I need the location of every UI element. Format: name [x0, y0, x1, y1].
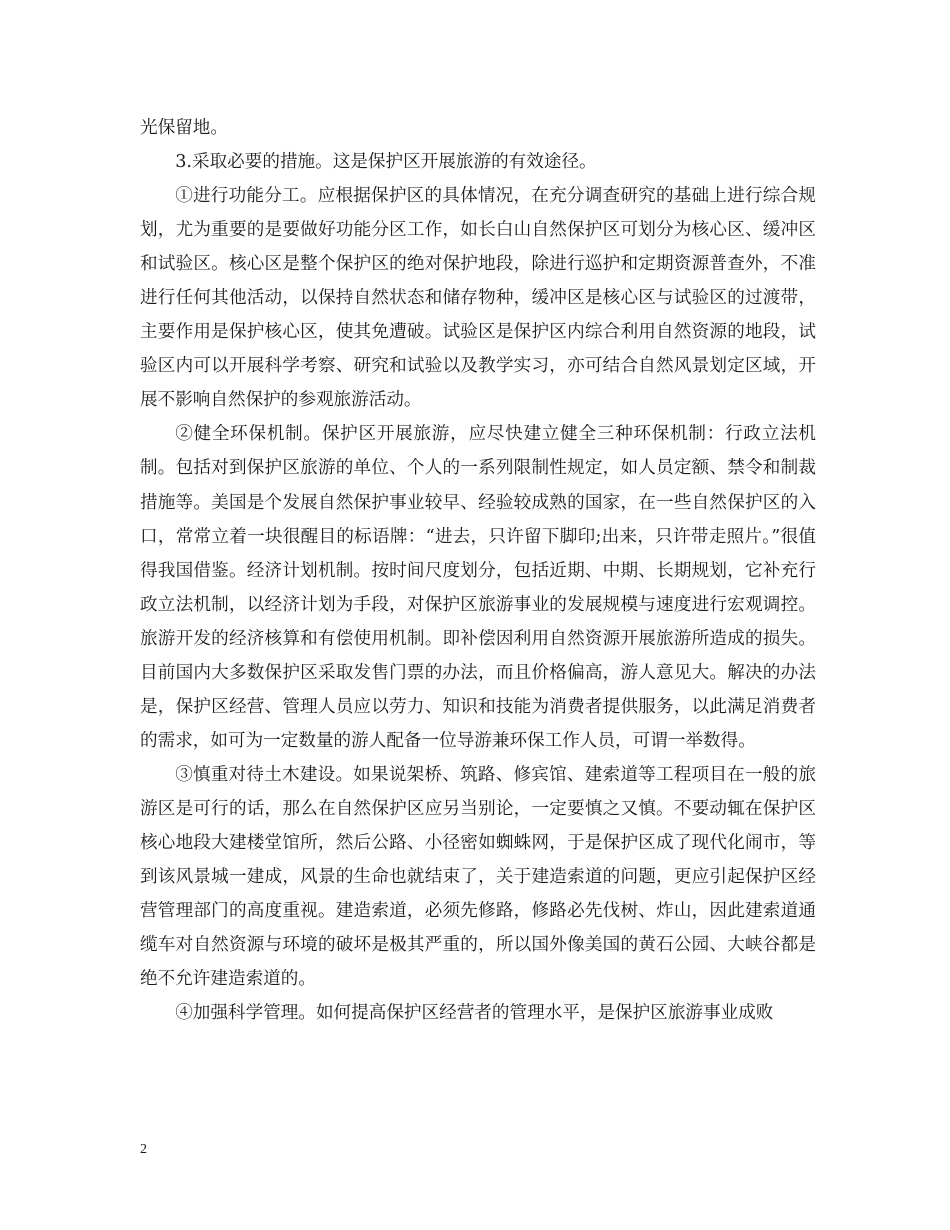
paragraph-scientific-management: ④加强科学管理。如何提高保护区经营者的管理水平，是保护区旅游事业成败	[175, 1003, 774, 1024]
paragraph-continuation: 光保留地。	[140, 118, 228, 138]
paragraph-functional-zoning: ①进行功能分工。应根据保护区的具体情况，在充分调查研究的基础上进行综合规划，尤为重要的是要做好功能分区工作，如长白山自然保护区可划分为核心区、缓冲区和试验区。核心区是整个保护区的绝对保护地段，除进行巡护和定期资源普查外，不准进行任何其他活动，以保持自然状态和储存物种，缓冲区是核心区与试验区的过渡带，主要作用是保护核心区，使其免遭破。试验区是保护区内综合利用自然资源的地段，试验区内可以开展科学考察、研究和试验以及教学实习，亦可结合自然风景划定区域，开展不影响自然保护的参观旅游活动。	[140, 186, 816, 411]
page-number: 2	[140, 1142, 147, 1157]
paragraph-environmental-mechanisms: ②健全环保机制。保护区开展旅游，应尽快建立健全三种环保机制：行政立法机制。包括对到保护区旅游的单位、个人的一系列限制性规定，如人员定额、禁令和制裁措施等。美国是个发展自然保护事业较早、经验较成熟的国家，在一些自然保护区的入口，常常立着一块很醒目的标语牌：“进去，只许留下脚印;出来，只许带走照片。”很值得我国借鉴。经济计划机制。按时间尺度划分，包括近期、中期、长期规划，它补充行政立法机制，以经济计划为手段，对保护区旅游事业的发展规模与速度进行宏观调控。旅游开发的经济核算和有偿使用机制。即补偿因利用自然资源开展旅游所造成的损失。目前国内大多数保护区采取发售门票的办法，而且价格偏高，游人意见大。解决的办法是，保护区经营、管理人员应以劳力、知识和技能为消费者提供服务，以此满足消费者的需求，如可为一定数量的游人配备一位导游兼环保工作人员，可谓一举数得。	[140, 424, 816, 751]
paragraph-construction-caution: ③慎重对待土木建设。如果说架桥、筑路、修宾馆、建索道等工程项目在一般的旅游区是可行的话，那么在自然保护区应另当别论，一定要慎之又慎。不要动辄在保护区核心地段大建楼堂馆所，然后公路、小径密如蜘蛛网，于是保护区成了现代化闹市，等到该风景城一建成，风景的生命也就结束了，关于建造索道的问题，更应引起保护区经营管理部门的高度重视。建造索道，必须先修路，修路必先伐树、炸山，因此建索道通缆车对自然资源与环境的破坏是极其严重的，所以国外像美国的黄石公园、大峡谷都是绝不允许建造索道的。	[140, 764, 816, 990]
body-text	[140, 111, 816, 1030]
paragraph-section-3-heading: 3.采取必要的措施。这是保护区开展旅游的有效途径。	[175, 152, 597, 173]
